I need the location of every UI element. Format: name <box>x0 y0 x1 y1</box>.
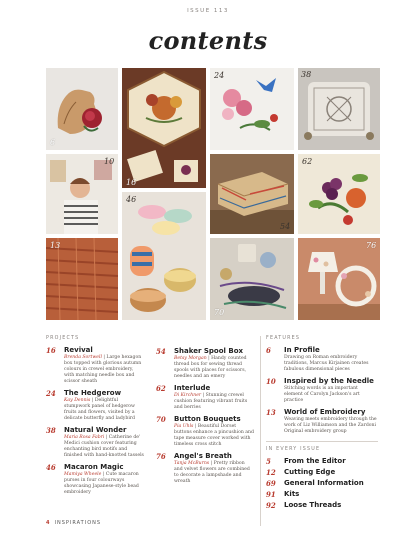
tile-number: 6 <box>50 138 56 147</box>
toc-entry[interactable] <box>266 479 378 488</box>
entry-page: 92 <box>266 501 276 510</box>
entry-author: Pia Uhls <box>174 424 194 429</box>
entry-description: Drawing on Roman embroidery traditions, Marcus Kirjainen creates fabulous dimensional pieces <box>284 355 369 372</box>
section-rule <box>266 441 378 442</box>
tile-number: 70 <box>214 308 225 317</box>
entry-author: Brenda Sortwell <box>64 355 102 360</box>
entry-title: Cutting Edge <box>284 468 336 476</box>
entry-title: Revival <box>64 346 93 354</box>
entry-author: Tanja McBurns <box>174 461 210 466</box>
footer-page-number: 4 <box>46 520 51 526</box>
photo-lampshade <box>298 238 380 320</box>
entry-page: 24 <box>46 389 56 398</box>
entry-page: 13 <box>266 408 276 417</box>
entry-title: Macaron Magic <box>64 463 124 471</box>
entry-author: Maria Rosa Fabri <box>64 435 105 440</box>
entry-title: Kits <box>284 490 300 498</box>
projects-column-left <box>46 336 144 500</box>
entry-title: Shaker Spool Box <box>174 347 244 355</box>
entry-page: 10 <box>266 377 276 386</box>
section-heading-projects: PROJECTS <box>46 336 80 341</box>
toc-entry[interactable] <box>156 415 254 448</box>
entry-page: 5 <box>266 457 271 466</box>
tile-number: 62 <box>302 157 313 166</box>
tile-number: 10 <box>104 157 115 166</box>
entry-title: Inspired by the Needle <box>284 377 374 385</box>
entry-description: Pia Uhls | Beautiful Dorset buttons enhance a pincushion and tape measure cover worked with timeless cross stitch <box>174 424 254 447</box>
toc-entry[interactable] <box>266 457 378 466</box>
photo-hexagon-box <box>122 68 206 188</box>
page-title: contents <box>148 26 268 55</box>
column-divider <box>260 336 261 526</box>
toc-entry[interactable] <box>266 468 378 477</box>
entry-description: Mamiya Wheele | Cute macaron purses in four colourways showcasing Japanese-style bead embroidery <box>64 472 139 495</box>
page-footer <box>46 520 101 526</box>
photo-grid <box>46 68 380 320</box>
toc-entry[interactable] <box>266 377 378 404</box>
entry-title: General Information <box>284 479 364 487</box>
entry-page: 76 <box>156 452 166 461</box>
tile-number: 46 <box>126 195 137 204</box>
entry-page: 16 <box>46 346 56 355</box>
section-heading-features: FEATURES <box>266 336 301 341</box>
photo-embroidered-hand <box>46 68 118 150</box>
entry-description: Kay Dennis | Delightful stumpwork panel of hedgerow fruits and flowers, visited by a delicate butterfly and ladybird <box>64 398 135 421</box>
toc-entry[interactable] <box>46 426 144 459</box>
entry-title: Interlude <box>174 384 211 392</box>
entry-description: Maria Rosa Fabri | Catherine de' Medici cushion cover featuring enchanting bird motifs and finished with hand-knotted tassels <box>64 435 144 458</box>
footer-magazine-name: INSPIRATIONS <box>54 520 102 526</box>
entry-title: Loose Threads <box>284 501 342 509</box>
entry-description: Brenda Sortwell | Large hexagon box topped with glorious autumn colours in crewel embroidery, with matching needle box and scissor sheath <box>64 355 142 384</box>
tile-number: 38 <box>301 70 312 79</box>
toc-entry[interactable] <box>266 490 378 499</box>
entry-title: In Profile <box>284 346 320 354</box>
tile-number: 24 <box>214 71 225 80</box>
entry-description: Tanja McBurns | Pretty ribbon and velvet flowers are combined to decorate a lampshade and wreath <box>174 461 250 484</box>
toc-entry[interactable] <box>46 463 144 496</box>
toc-entry[interactable] <box>266 408 378 435</box>
entry-page: 46 <box>46 463 56 472</box>
entry-title: Angel's Breath <box>174 452 232 460</box>
entry-page: 38 <box>46 426 56 435</box>
tile-number: 76 <box>366 241 377 250</box>
entry-page: 69 <box>266 479 276 488</box>
features-column <box>266 336 378 512</box>
entry-page: 12 <box>266 468 276 477</box>
entry-title: From the Editor <box>284 457 346 465</box>
toc-entry[interactable] <box>266 501 378 510</box>
toc-entry[interactable] <box>156 347 254 380</box>
photo-hedgerow-stumpwork <box>210 68 294 150</box>
entry-author: Di Kirchner <box>174 393 202 398</box>
toc-entry[interactable] <box>266 346 378 373</box>
toc-entry[interactable] <box>156 384 254 411</box>
photo-dorset-buttons <box>210 238 294 320</box>
entry-author: Kay Dennis <box>64 398 91 403</box>
entry-description: Stitching words is an important element of Carolyn Jackson's art practice <box>284 386 360 403</box>
toc-entry[interactable] <box>46 346 144 385</box>
photo-shaker-box <box>210 154 294 234</box>
photo-macarons <box>122 192 206 320</box>
toc-entry[interactable] <box>156 452 254 485</box>
entry-description: Betsy Morgan | Handy counted thread box for sewing thread spools with places for scissors, needles and an emery <box>174 356 247 379</box>
entry-page: 54 <box>156 347 166 356</box>
entry-author: Mamiya Wheele <box>64 472 102 477</box>
tile-number: 16 <box>126 178 137 187</box>
entry-page: 62 <box>156 384 166 393</box>
entry-page: 6 <box>266 346 271 355</box>
photo-cushion <box>298 68 380 150</box>
entry-description: Di Kirchner | Stunning crewel cushion featuring vibrant fruits and berries <box>174 393 248 410</box>
entry-page: 91 <box>266 490 276 499</box>
entry-page: 70 <box>156 415 166 424</box>
entry-description: Weaving meets embroidery through the work of Liz Williamson and the Zardoni Original embroidery group <box>284 417 377 434</box>
entry-title: World of Embroidery <box>284 408 366 416</box>
tile-number: 54 <box>280 222 291 231</box>
photo-crewel-cushion <box>298 154 380 234</box>
entry-author: Betsy Morgan <box>174 356 207 361</box>
projects-column-right <box>156 347 254 489</box>
entry-title: Button Bouquets <box>174 415 241 423</box>
tile-number: 13 <box>50 241 61 250</box>
photo-woven-textile <box>46 238 118 320</box>
entry-title: Natural Wonder <box>64 426 127 434</box>
toc-entry[interactable] <box>46 389 144 422</box>
issue-label: ISSUE 113 <box>187 8 229 14</box>
photo-artist-portrait <box>46 154 118 234</box>
section-heading-every-issue: IN EVERY ISSUE <box>266 447 321 452</box>
entry-title: The Hedgerow <box>64 389 122 397</box>
